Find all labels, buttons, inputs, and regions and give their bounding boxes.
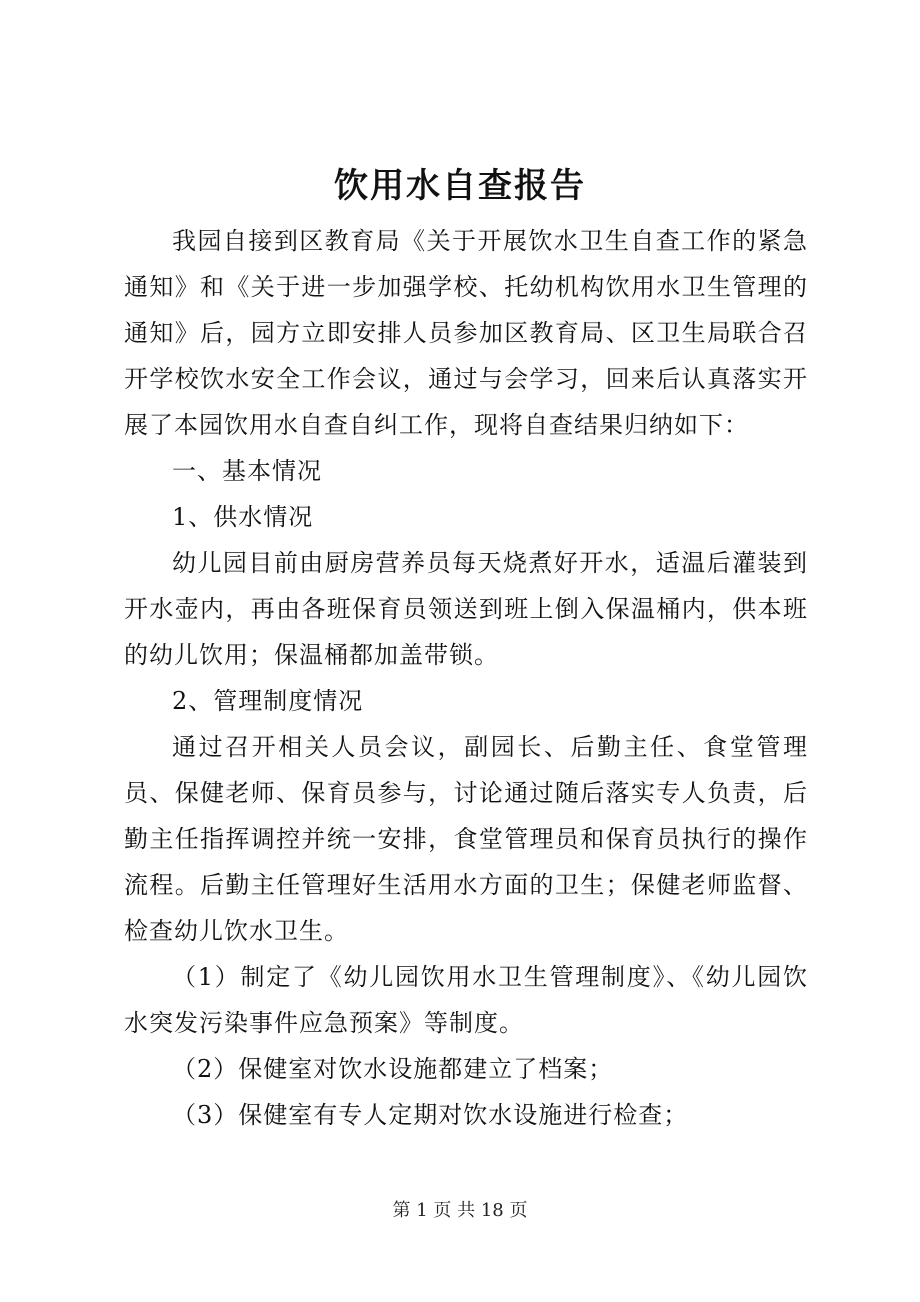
paragraph-water-supply: 幼儿园目前由厨房营养员每天烧煮好开水，适温后灌装到开水壶内，再由各班保育员领送到班上倒入保温桶内，供本班的幼儿饮用；保温桶都加盖带锁。 <box>124 549 808 669</box>
list-item-3: （3）保健室有专人定期对饮水设施进行检查； <box>172 1101 689 1129</box>
subheading-water-supply: 1、供水情况 <box>172 503 314 531</box>
page-number-footer: 第 1 页 共 18 页 <box>392 1200 528 1221</box>
list-item-1: （1）制定了《幼儿园饮用水卫生管理制度》、《幼儿园饮水突发污染事件应急预案》等制度。 <box>124 963 808 1037</box>
document-body <box>124 218 808 1138</box>
paragraph-management-system: 通过召开相关人员会议，副园长、后勤主任、食堂管理员、保健老师、保育员参与，讨论通过随后落实专人负责，后勤主任指挥调控并统一安排，食堂管理员和保育员执行的操作流程。后勤主任管理好生活用水方面的卫生；保健老师监督、检查幼儿饮水卫生。 <box>124 733 808 945</box>
paragraph-intro: 我园自接到区教育局《关于开展饮水卫生自查工作的紧急通知》和《关于进一步加强学校、托幼机构饮用水卫生管理的通知》后，园方立即安排人员参加区教育局、区卫生局联合召开学校饮水安全工作会议，通过与会学习，回来后认真落实开展了本园饮用水自查自纠工作，现将自查结果归纳如下： <box>124 227 808 439</box>
section-heading-basic-situation: 一、基本情况 <box>172 457 322 485</box>
document-title: 饮用水自查报告 <box>334 166 586 206</box>
list-item-2: （2）保健室对饮水设施都建立了档案； <box>172 1055 614 1083</box>
subheading-management-system: 2、管理制度情况 <box>172 687 364 715</box>
